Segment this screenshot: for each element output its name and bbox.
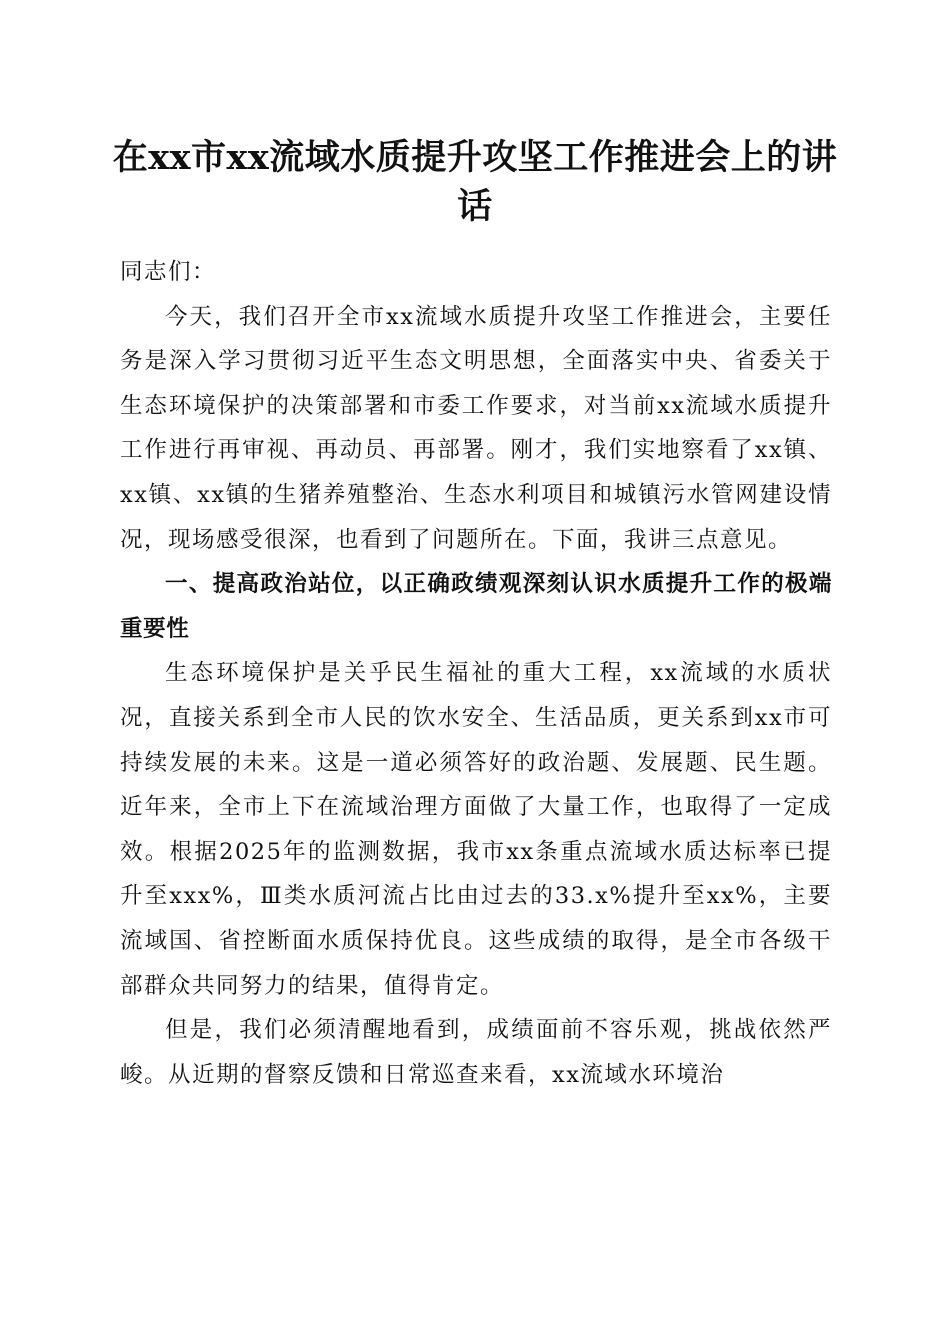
paragraph-section-1: 生态环境保护是关乎民生福祉的重大工程，xx流域的水质状况，直接关系到全市人民的饮水安全、生活品质，更关系到xx市可持续发展的未来。这是一道必须答好的政治题、发展题、民生题。近年来，全市上下在流域治理方面做了大量工作，也取得了一定成效。根据2025年的监测数据，我市xx条重点流域水质达标率已提升至xxx%，Ⅲ类水质河流占比由过去的33.x%提升至xx%，主要流域国、省控断面水质保持优良。这些成绩的取得，是全市各级干部群众共同努力的结果，值得肯定。 (120, 660, 832, 999)
paragraph-section-2: 但是，我们必须清醒地看到，成绩面前不容乐观，挑战依然严峻。从近期的督察反馈和日常巡查来看，xx流域水环境治 (120, 1017, 832, 1088)
document-body (120, 250, 832, 1097)
salutation: 同志们： (120, 259, 217, 285)
document-title: 在xx市xx流域水质提升攻坚工作推进会上的讲话 (112, 137, 838, 227)
paragraph-intro: 今天，我们召开全市xx流域水质提升攻坚工作推进会，主要任务是深入学习贯彻习近平生态文明思想，全面落实中央、省委关于生态环境保护的决策部署和市委工作要求，对当前xx流域水质提升工作进行再审视、再动员、再部署。刚才，我们实地察看了xx镇、xx镇、xx镇的生猪养殖整治、生态水利项目和城镇污水管网建设情况，现场感受很深，也看到了问题所在。下面，我讲三点意见。 (120, 303, 832, 553)
section-heading-1: 一、提高政治站位，以正确政绩观深刻认识水质提升工作的极端重要性 (120, 571, 832, 642)
